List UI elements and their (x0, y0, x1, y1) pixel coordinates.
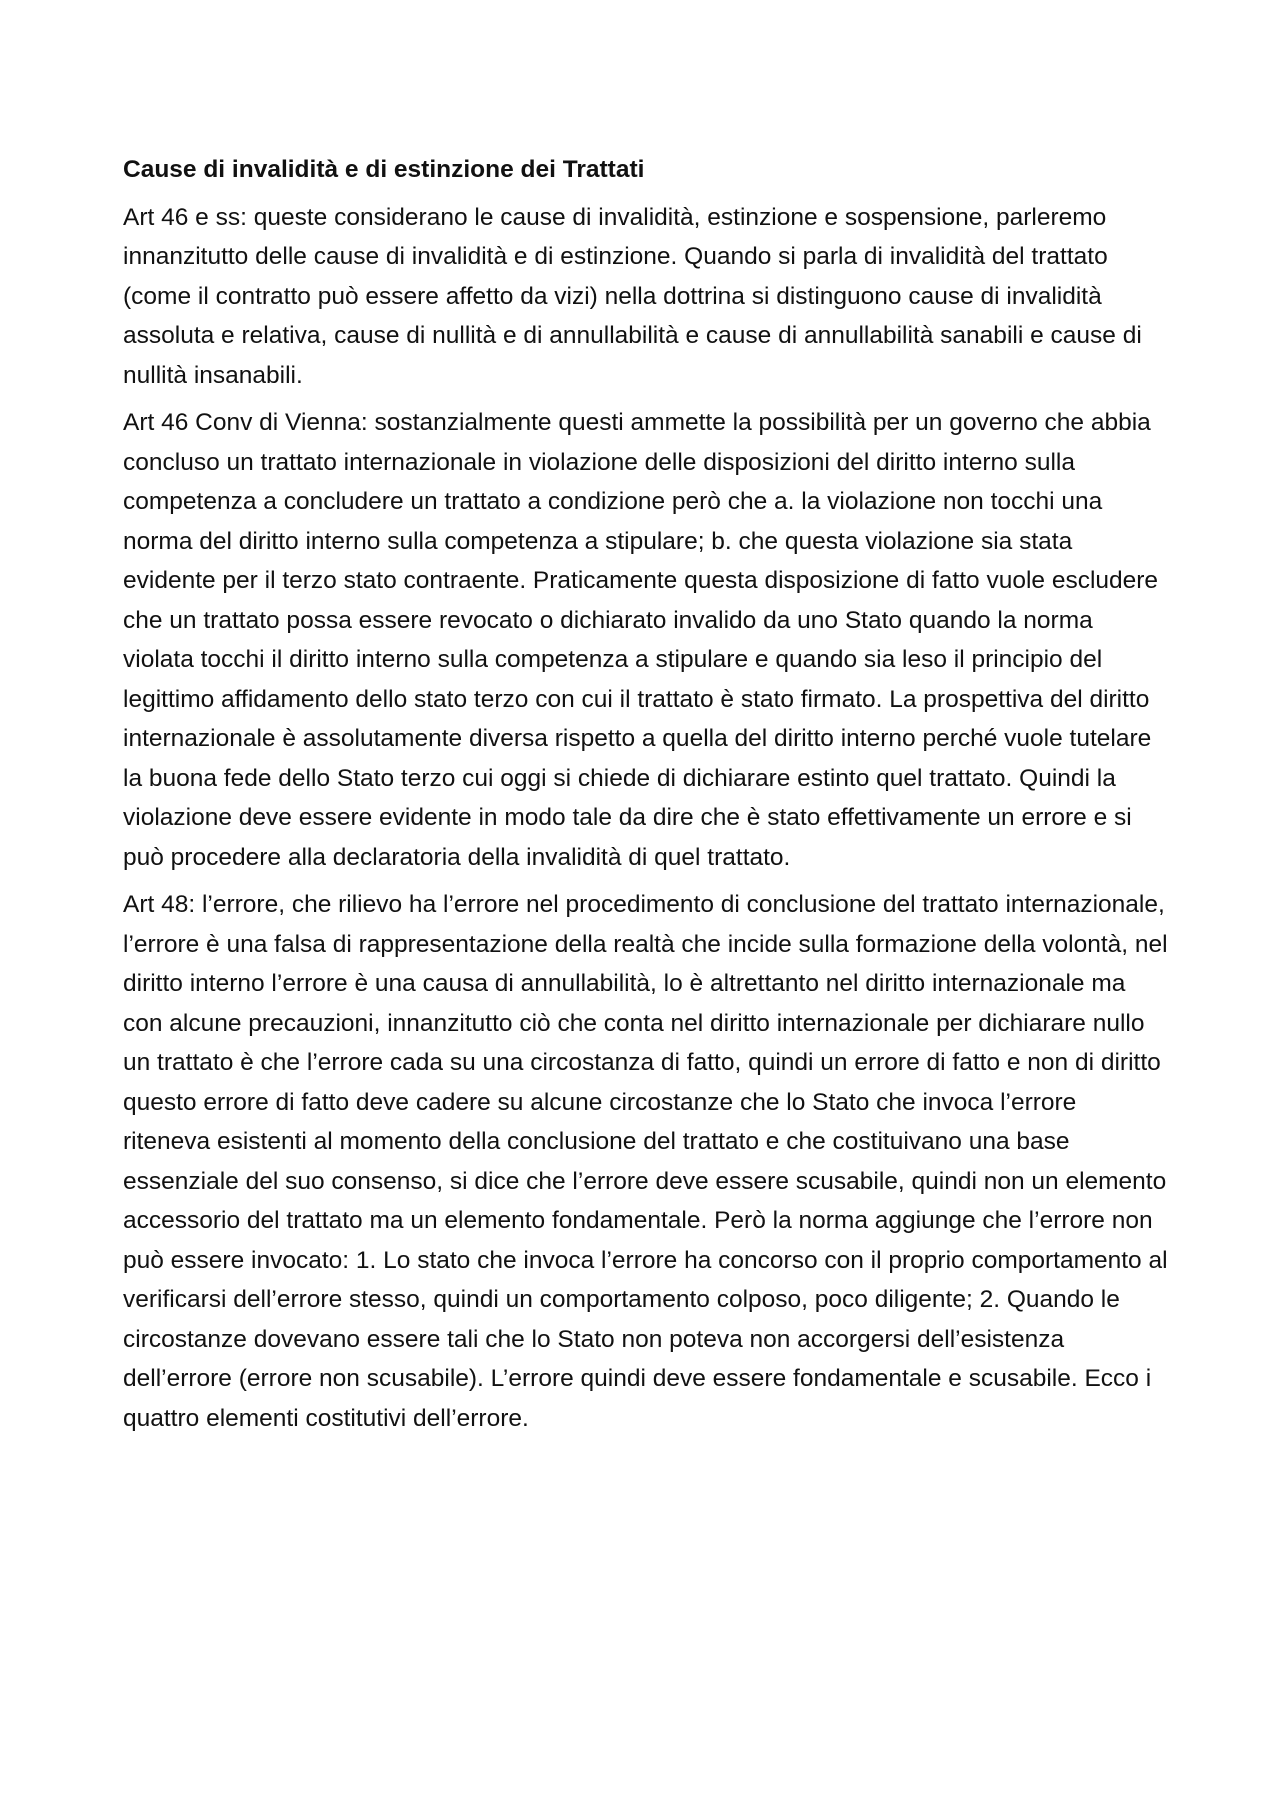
paragraph-art-48: Art 48: l’errore, che rilievo ha l’errore nel procedimento di conclusione del trattato internazionale, l’errore è una falsa di rappresentazione della realtà che incide sulla formazione della volontà, nel diritto interno l’errore è una causa di annullabilità, lo è altrettanto nel diritto internazionale ma con alcune precauzioni, innanzitutto ciò che conta nel diritto internazionale per dichiarare nullo un trattato è che l’errore cada su una circostanza di fatto, quindi un errore di fatto e non di diritto questo errore di fatto deve cadere su alcune circostanze che lo Stato che invoca l’errore riteneva esistenti al momento della conclusione del trattato e che costituivano una base essenziale del suo consenso, si dice che l’errore deve essere scusabile, quindi non un elemento accessorio del trattato ma un elemento fondamentale. Però la norma aggiunge che l’errore non può essere invocato: 1. Lo stato che invoca l’errore ha concorso con il proprio comportamento al verificarsi dell’errore stesso, quindi un comportamento colposo, poco diligente; 2. Quando le circostanze dovevano essere tali che lo Stato non poteva non accorgersi dell’esistenza dell’errore (errore non scusabile). L’errore quindi deve essere fondamentale e scusabile. Ecco i quattro elementi costitutivi dell’errore. (123, 891, 1168, 1432)
document-title: Cause di invalidità e di estinzione dei Trattati (123, 156, 645, 183)
paragraph-art-46-ss: Art 46 e ss: queste considerano le cause di invalidità, estinzione e sospensione, parleremo innanzitutto delle cause di invalidità e di estinzione. Quando si parla di invalidità del trattato (come il contratto può essere affetto da vizi) nella dottrina si distinguono cause di invalidità assoluta e relativa, cause di nullità e di annullabilità e cause di annullabilità sanabili e cause di nullità insanabili. (123, 203, 1142, 389)
paragraph-art-46-conv-vienna: Art 46 Conv di Vienna: sostanzialmente questi ammette la possibilità per un governo che abbia concluso un trattato internazionale in violazione delle disposizioni del diritto interno sulla competenza a concludere un trattato a condizione però che a. la violazione non tocchi una norma del diritto interno sulla competenza a stipulare; b. che questa violazione sia stata evidente per il terzo stato contraente. Praticamente questa disposizione di fatto vuole escludere che un trattato possa essere revocato o dichiarato invalido da uno Stato quando la norma violata tocchi il diritto interno sulla competenza a stipulare e quando sia leso il principio del legittimo affidamento dello stato terzo con cui il trattato è stato firmato. La prospettiva del diritto internazionale è assolutamente diversa rispetto a quella del diritto interno perché vuole tutelare la buona fede dello Stato terzo cui oggi si chiede di dichiarare estinto quel trattato. Quindi la violazione deve essere evidente in modo tale da dire che è stato effettivamente un errore e si può procedere alla declaratoria della invalidità di quel trattato. (123, 409, 1159, 871)
document-body (123, 150, 1168, 1446)
